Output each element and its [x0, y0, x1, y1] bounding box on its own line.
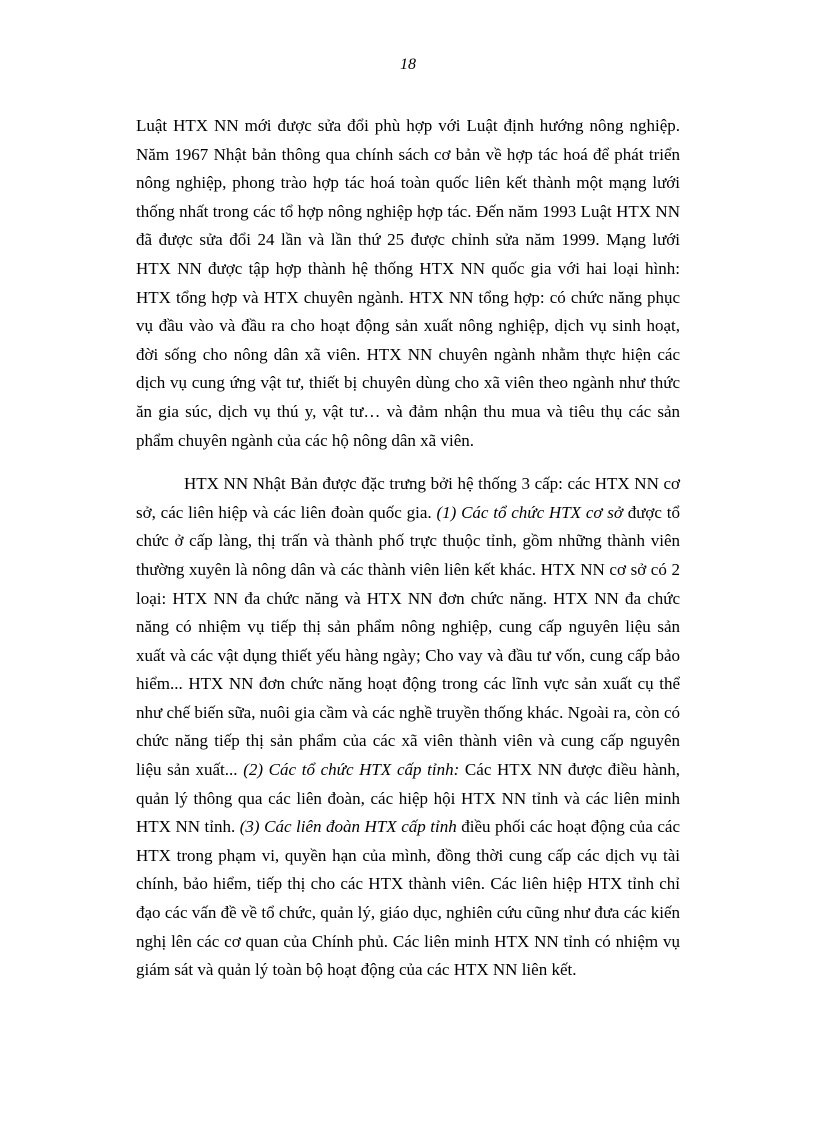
text-segment: HTX NN Nhật Bản được đặc trưng bởi hệ thống 3 cấp: các HTX NN cơ sở, các liên hiệp và các liên đoàn quốc gia. [136, 474, 680, 522]
paragraph-2 [136, 470, 680, 985]
text-segment: điều phối các hoạt động của các HTX trong phạm vi, quyền hạn của mình, đồng thời cung cấp các dịch vụ tài chính, bảo hiểm, tiếp thị cho các HTX thành viên. Các liên hiệp HTX tỉnh chỉ đạo các vấn đề về tổ chức, quản lý, giáo dục, nghiên cứu cũng như đưa các kiến nghị lên các cơ quan của Chính phủ. Các liên minh HTX NN tỉnh có nhiệm vụ giám sát và quản lý toàn bộ hoạt động của các HTX NN liên kết. [136, 817, 680, 980]
paragraph-1 [136, 112, 680, 455]
text-segment: được tổ chức ở cấp làng, thị trấn và thành phố trực thuộc tỉnh, gồm những thành viên thường xuyên là nông dân và các thành viên liên kết khác. HTX NN cơ sở có 2 loại: HTX NN đa chức năng và HTX NN đơn chức năng. HTX NN đa chức năng có nhiệm vụ tiếp thị sản phẩm nông nghiệp, cung cấp nguyên liệu sản xuất và các vật dụng thiết yếu hàng ngày; Cho vay và đầu tư vốn, cung cấp bảo hiểm... HTX NN đơn chức năng hoạt động trong các lĩnh vực sản xuất cụ thể như chế biến sữa, nuôi gia cầm và các nghề truyền thống khác. Ngoài ra, còn có chức năng tiếp thị sản phẩm của các xã viên thành viên và cung cấp nguyên liệu sản xuất... [136, 502, 680, 780]
italic-heading-provincial-federations: (3) Các liên đoàn HTX cấp tỉnh [239, 817, 457, 837]
page-number: 18 [400, 56, 416, 73]
text-segment: Luật HTX NN mới được sửa đổi phù hợp với Luật định hướng nông nghiệp. Năm 1967 Nhật bản thông qua chính sách cơ bản về hợp tác hoá để phát triển nông nghiệp, phong trào hợp tác hoá toàn quốc liên kết thành một mạng lưới thống nhất trong các tổ hợp nông nghiệp hợp tác. Đến năm 1993 Luật HTX NN đã được sửa đổi 24 lần và lần thứ 25 được chỉnh sửa năm 1999. Mạng lưới HTX NN được tập hợp thành hệ thống HTX NN quốc gia với hai loại hình: HTX tổng hợp và HTX chuyên ngành. HTX NN tổng hợp: có chức năng phục vụ đầu vào và đầu ra cho hoạt động sản xuất nông nghiệp, dịch vụ sinh hoạt, đời sống cho nông dân xã viên. HTX NN chuyên ngành nhằm thực hiện các dịch vụ cung ứng vật tư, thiết bị chuyên dùng cho xã viên theo ngành như thức ăn gia súc, dịch vụ thú y, vật tư… và đảm nhận thu mua và tiêu thụ các sản phẩm chuyên ngành của các hộ nông dân xã viên. [136, 116, 680, 450]
italic-heading-basic-cooperatives: (1) Các tổ chức HTX cơ sở [436, 502, 623, 522]
text-segment: Các HTX NN được điều hành, quản lý thông qua các liên đoàn, các hiệp hội HTX NN tỉnh và các liên minh HTX NN tỉnh. [136, 760, 681, 837]
italic-heading-provincial-cooperatives: (2) Các tổ chức HTX cấp tỉnh: [243, 760, 460, 780]
body-text [136, 112, 680, 985]
